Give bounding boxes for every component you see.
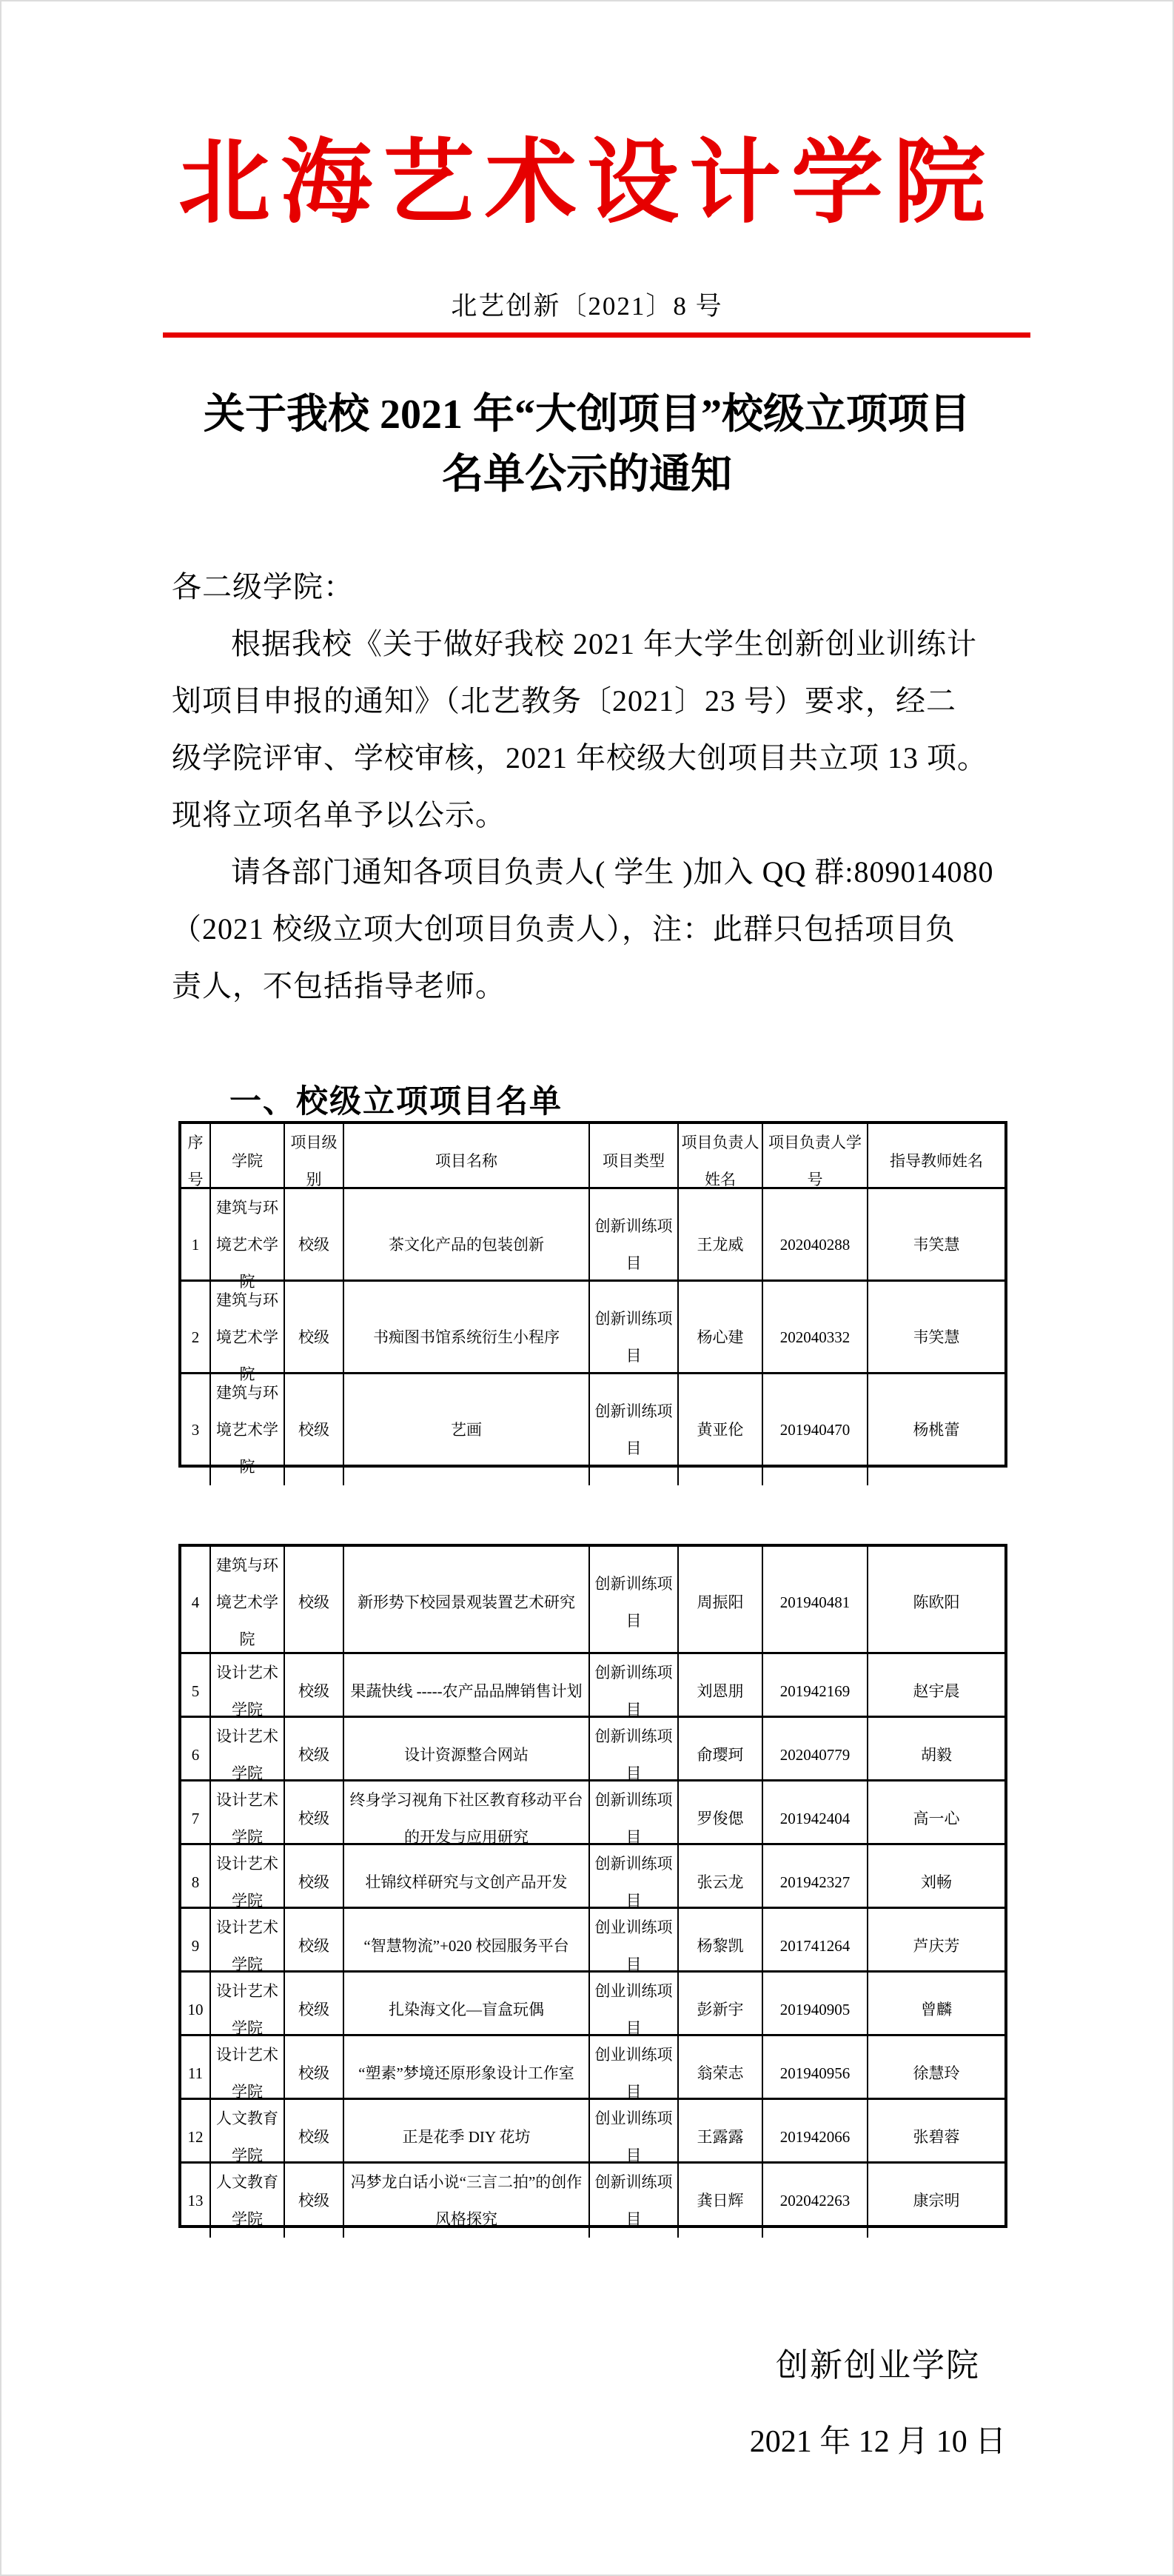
cell-project-name: 果蔬快线 -----农产品品牌销售计划 — [344, 1654, 590, 1728]
cell-student-id: 201942327 — [763, 1845, 868, 1919]
cell-school: 建筑与环境艺术学院 — [211, 1374, 285, 1485]
cell-school: 设计艺术学院 — [211, 1909, 285, 1983]
cell-leader: 俞璎珂 — [679, 1718, 763, 1792]
table-row — [181, 2036, 1004, 2100]
cell-leader: 彭新宇 — [679, 1973, 763, 2047]
cell-school: 设计艺术学院 — [211, 1718, 285, 1792]
cell-type: 创新训练项目 — [590, 1189, 679, 1300]
footer-date: 2021 年 12 月 10 日 — [749, 2425, 1007, 2459]
cell-type: 创新训练项目 — [590, 1782, 679, 1856]
notice-body — [172, 558, 1016, 1014]
body-line: 现将立项名单予以公示。 — [172, 798, 506, 832]
table-row — [181, 2164, 1004, 2228]
project-table-part1 — [178, 1121, 1007, 1476]
cell-type: 创新训练项目 — [590, 1547, 679, 1658]
cell-type: 创业训练项目 — [590, 2100, 679, 2174]
cell-student-id: 201942169 — [763, 1654, 868, 1728]
cell-student-id: 201940481 — [763, 1547, 868, 1658]
cell-school: 设计艺术学院 — [211, 1845, 285, 1919]
cell-leader: 龚日辉 — [679, 2164, 763, 2238]
cell-project-name: 新形势下校园景观装置艺术研究 — [344, 1547, 590, 1658]
cell-school: 设计艺术学院 — [211, 1973, 285, 2047]
cell-school: 设计艺术学院 — [211, 1654, 285, 1728]
cell-type: 创新训练项目 — [590, 1845, 679, 1919]
cell-student-id: 201942404 — [763, 1782, 868, 1856]
header-cell-student-id: 项目负责人学号 — [763, 1124, 868, 1198]
body-line: 根据我校《关于做好我校 2021 年大学生创新创业训练计 — [231, 627, 977, 660]
cell-no: 8 — [181, 1845, 211, 1919]
header-cell-level: 项目级别 — [285, 1124, 344, 1198]
cell-project-name: 艺画 — [344, 1374, 590, 1485]
cell-leader: 张云龙 — [679, 1845, 763, 1919]
cell-student-id: 202040332 — [763, 1282, 868, 1393]
cell-leader: 周振阳 — [679, 1547, 763, 1658]
cell-teacher: 曾麟 — [921, 2001, 952, 2018]
cell-level: 校级 — [285, 1547, 344, 1658]
cell-no: 12 — [181, 2100, 211, 2174]
cell-level: 校级 — [285, 2036, 344, 2110]
cell-school: 设计艺术学院 — [211, 1782, 285, 1856]
cell-level: 校级 — [285, 1282, 344, 1393]
cell-teacher: 芦庆芳 — [913, 1937, 960, 1955]
body-line: 责人，不包括指导老师。 — [172, 969, 506, 1003]
cell-student-id: 202040288 — [763, 1189, 868, 1300]
cell-no: 11 — [181, 2036, 211, 2110]
cell-teacher: 杨桃蕾 — [913, 1421, 960, 1439]
cell-student-id: 201940470 — [763, 1374, 868, 1485]
cell-leader: 杨黎凯 — [679, 1909, 763, 1983]
table-row — [181, 1973, 1004, 2036]
cell-no: 1 — [181, 1189, 211, 1300]
header-cell-no: 序号 — [181, 1124, 211, 1198]
cell-project-name: 设计资源整合网站 — [344, 1718, 590, 1792]
cell-school: 建筑与环境艺术学院 — [211, 1282, 285, 1393]
header-cell-type: 项目类型 — [590, 1124, 679, 1198]
cell-project-name: “塑素”梦境还原形象设计工作室 — [344, 2036, 590, 2110]
cell-teacher: 徐慧玲 — [913, 2064, 960, 2082]
notice-title — [1, 385, 1173, 505]
table-row — [181, 1782, 1004, 1845]
body-salutation: 各二级学院： — [172, 570, 354, 603]
header-cell-leader: 项目负责人姓名 — [679, 1124, 763, 1198]
cell-leader: 王露露 — [679, 2100, 763, 2174]
cell-teacher: 赵宇晨 — [913, 1682, 960, 1700]
table-row — [181, 1845, 1004, 1909]
letterhead-divider-rule — [163, 332, 1030, 338]
table-row — [181, 2100, 1004, 2164]
cell-teacher: 高一心 — [913, 1810, 960, 1827]
table-row — [181, 1718, 1004, 1782]
cell-project-name: 茶文化产品的包装创新 — [344, 1189, 590, 1300]
cell-project-name: “智慧物流”+020 校园服务平台 — [344, 1909, 590, 1983]
letterhead-school-name: 北海艺术设计学院 — [178, 133, 996, 234]
cell-teacher: 陈欧阳 — [913, 1593, 960, 1611]
cell-level: 校级 — [285, 2164, 344, 2238]
body-line: 请各部门通知各项目负责人( 学生 )加入 QQ 群:809014080 — [231, 855, 994, 889]
table-row — [181, 1547, 1004, 1654]
cell-no: 7 — [181, 1782, 211, 1856]
table-row — [181, 1654, 1004, 1718]
cell-level: 校级 — [285, 1374, 344, 1485]
cell-type: 创新训练项目 — [590, 2164, 679, 2238]
cell-no: 6 — [181, 1718, 211, 1792]
cell-type: 创新训练项目 — [590, 1374, 679, 1485]
section-heading: 一、校级立项项目名单 — [229, 1085, 563, 1120]
cell-level: 校级 — [285, 1782, 344, 1856]
cell-school: 人文教育学院 — [211, 2164, 285, 2238]
cell-level: 校级 — [285, 1973, 344, 2047]
cell-student-id: 201940905 — [763, 1973, 868, 2047]
cell-leader: 刘恩朋 — [679, 1654, 763, 1728]
cell-no: 5 — [181, 1654, 211, 1728]
cell-leader: 黄亚伦 — [679, 1374, 763, 1485]
cell-school: 人文教育学院 — [211, 2100, 285, 2174]
cell-student-id: 201741264 — [763, 1909, 868, 1983]
cell-teacher: 张碧蓉 — [913, 2128, 960, 2146]
cell-no: 3 — [181, 1374, 211, 1485]
cell-student-id: 202042263 — [763, 2164, 868, 2238]
cell-no: 10 — [181, 1973, 211, 2047]
cell-level: 校级 — [285, 1845, 344, 1919]
document-number: 北艺创新〔2021〕8 号 — [451, 292, 723, 321]
body-line: 划项目申报的通知》（北艺教务〔2021〕23 号）要求，经二 — [172, 684, 956, 717]
cell-project-name: 壮锦纹样研究与文创产品开发 — [344, 1845, 590, 1919]
cell-teacher: 韦笑慧 — [913, 1328, 960, 1346]
cell-type: 创业训练项目 — [590, 2036, 679, 2110]
header-cell-school: 学院 — [211, 1124, 285, 1198]
table-body-part2 — [181, 1547, 1004, 2228]
table-body-part1 — [181, 1189, 1004, 1476]
cell-project-name: 扎染海文化—盲盒玩偶 — [344, 1973, 590, 2047]
table-row — [181, 1189, 1004, 1291]
cell-teacher: 康宗明 — [913, 2192, 960, 2209]
project-table-part2 — [178, 1544, 1007, 2228]
cell-type: 创新训练项目 — [590, 1282, 679, 1393]
cell-level: 校级 — [285, 1909, 344, 1983]
cell-school: 建筑与环境艺术学院 — [211, 1547, 285, 1658]
cell-type: 创新训练项目 — [590, 1654, 679, 1728]
cell-level: 校级 — [285, 1189, 344, 1300]
cell-teacher: 刘畅 — [921, 1873, 952, 1891]
header-cell-project-name: 项目名称 — [344, 1124, 590, 1198]
cell-no: 4 — [181, 1547, 211, 1658]
body-line: （2021 校级立项大创项目负责人），注：此群只包括项目负 — [172, 912, 956, 946]
cell-no: 2 — [181, 1282, 211, 1393]
cell-leader: 王龙威 — [679, 1189, 763, 1300]
cell-leader: 杨心建 — [679, 1282, 763, 1393]
notice-title-line1: 关于我校 2021 年“大创项目”校级立项项目 — [204, 392, 970, 438]
table-header-row — [181, 1124, 1004, 1189]
cell-no: 9 — [181, 1909, 211, 1983]
cell-leader: 翁荣志 — [679, 2036, 763, 2110]
cell-type: 创新训练项目 — [590, 1718, 679, 1792]
body-line: 级学院评审、学校审核，2021 年校级大创项目共立项 13 项。 — [172, 741, 987, 775]
cell-teacher: 胡毅 — [921, 1746, 952, 1764]
cell-type: 创业训练项目 — [590, 1973, 679, 2047]
cell-leader: 罗俊偲 — [679, 1782, 763, 1856]
table-row — [181, 1282, 1004, 1383]
cell-student-id: 202040779 — [763, 1718, 868, 1792]
cell-student-id: 201942066 — [763, 2100, 868, 2174]
footer-signature: 创新创业学院 — [776, 2347, 980, 2383]
table-row — [181, 1909, 1004, 1973]
cell-level: 校级 — [285, 1654, 344, 1728]
cell-type: 创业训练项目 — [590, 1909, 679, 1983]
cell-project-name: 终身学习视角下社区教育移动平台的开发与应用研究 — [344, 1782, 590, 1856]
cell-project-name: 冯梦龙白话小说“三言二拍”的创作风格探究 — [344, 2164, 590, 2238]
table-row — [181, 1374, 1004, 1476]
cell-school: 建筑与环境艺术学院 — [211, 1189, 285, 1300]
cell-level: 校级 — [285, 2100, 344, 2174]
cell-project-name: 书痴图书馆系统衍生小程序 — [344, 1282, 590, 1393]
cell-school: 设计艺术学院 — [211, 2036, 285, 2110]
cell-no: 13 — [181, 2164, 211, 2238]
notice-title-line2: 名单公示的通知 — [442, 452, 732, 498]
cell-level: 校级 — [285, 1718, 344, 1792]
cell-teacher: 韦笑慧 — [913, 1236, 960, 1254]
cell-project-name: 正是花季 DIY 花坊 — [344, 2100, 590, 2174]
cell-student-id: 201940956 — [763, 2036, 868, 2110]
header-cell-teacher: 指导教师姓名 — [890, 1152, 983, 1170]
